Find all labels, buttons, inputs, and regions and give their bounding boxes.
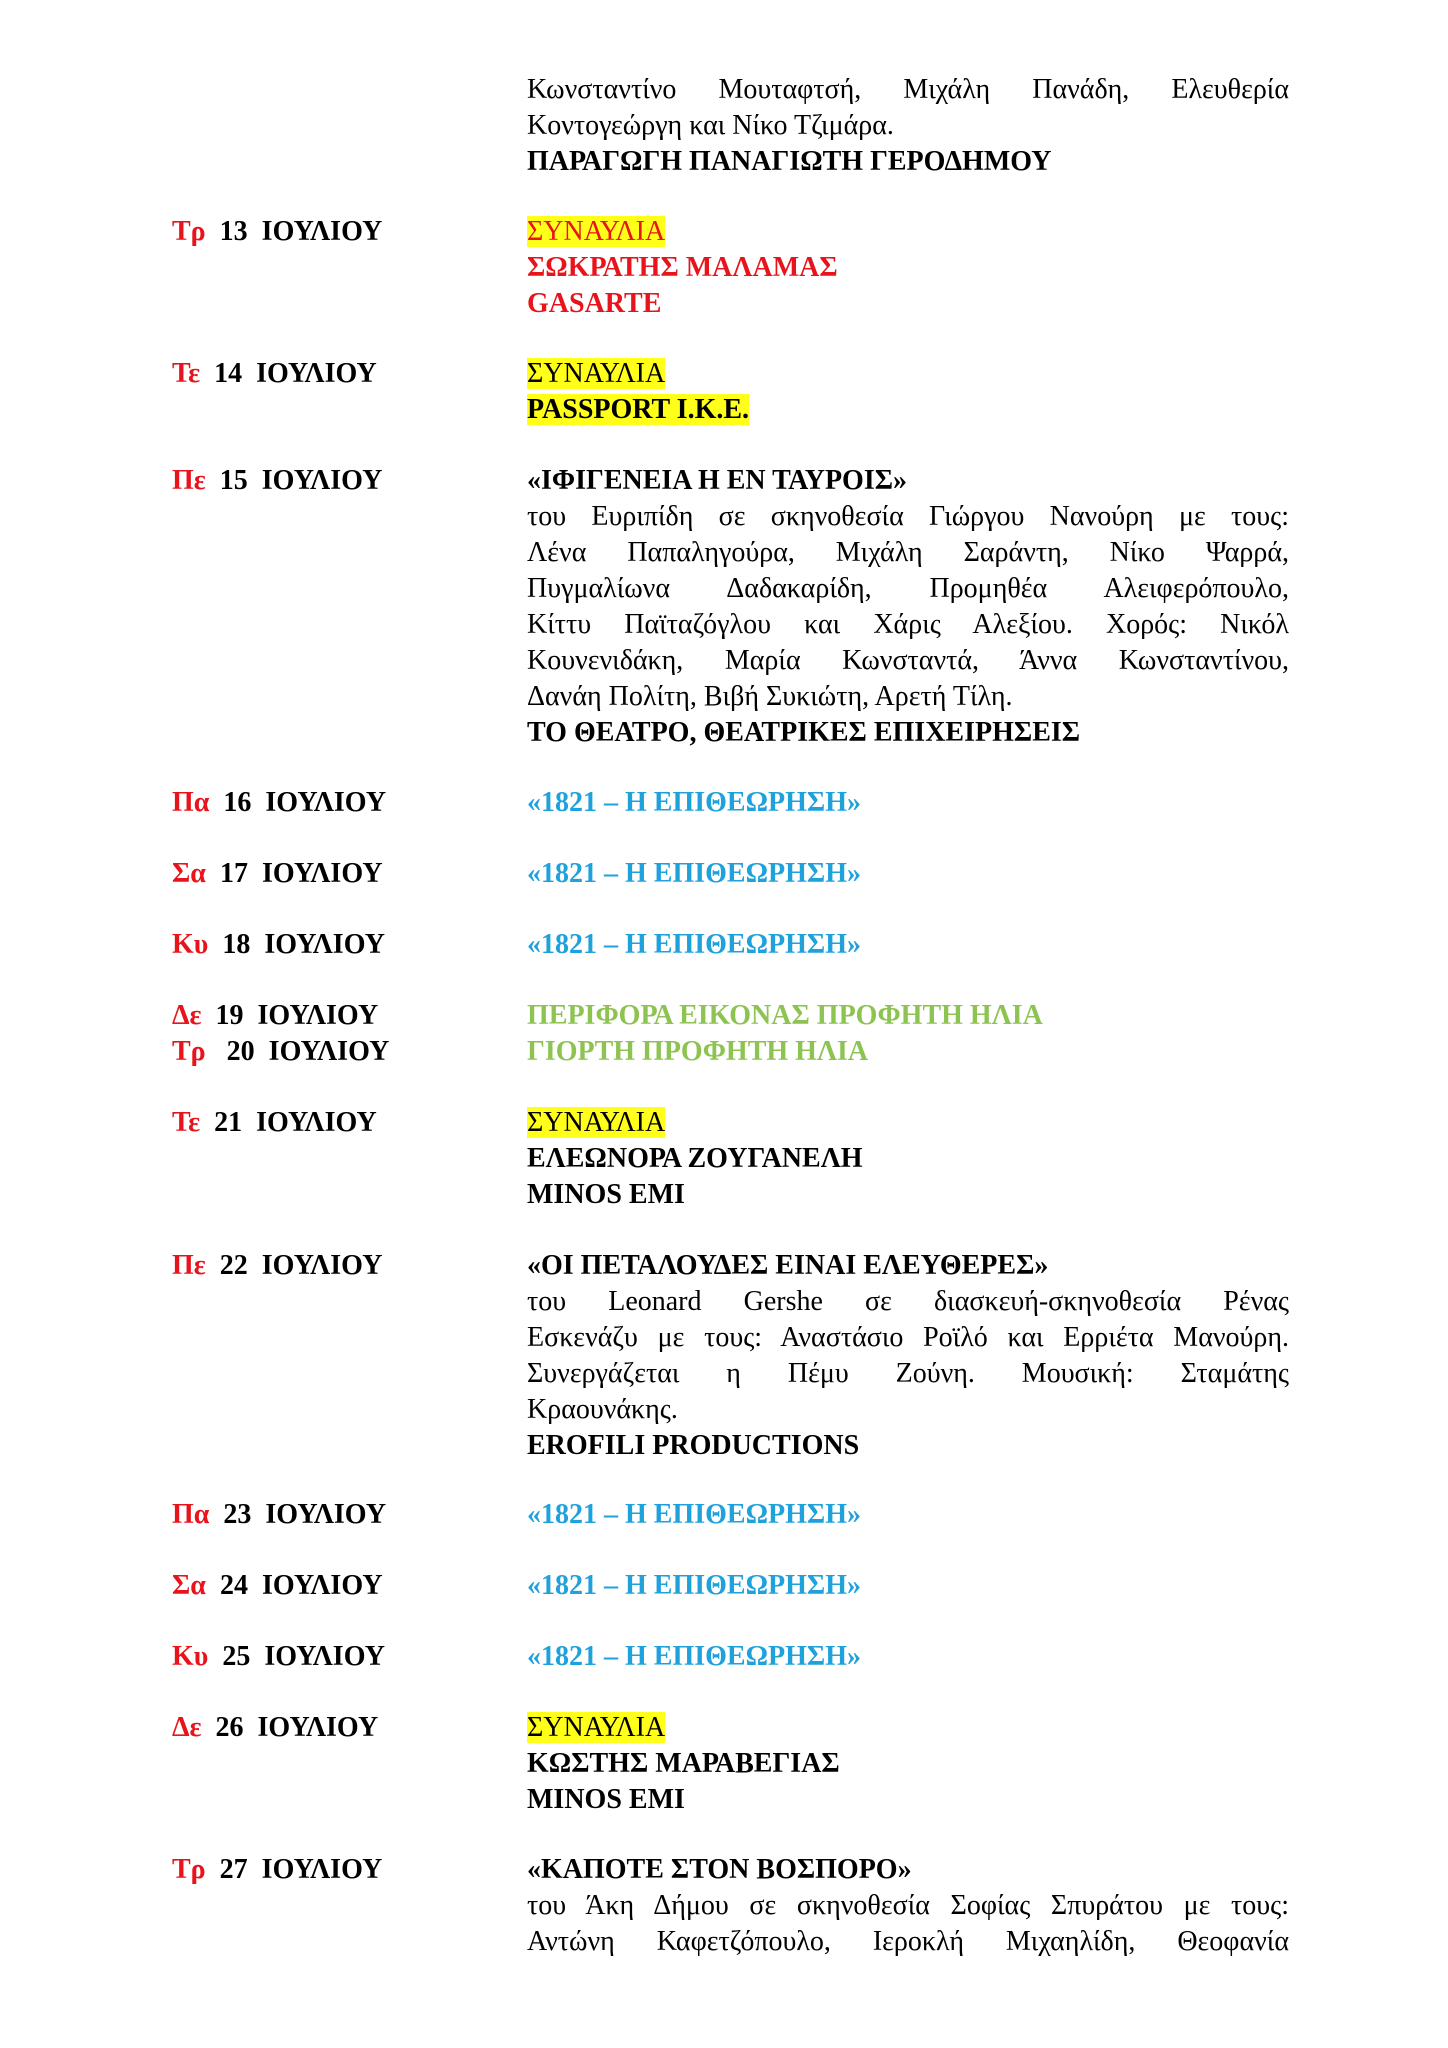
month-name: ΙΟΥΛΙΟΥ bbox=[256, 1107, 377, 1138]
cast-line: Συνεργάζεται η Πέμυ Ζούνη. Μουσική: Σταμάτης bbox=[527, 1358, 1289, 1389]
day-number: 16 bbox=[223, 787, 252, 818]
event-content bbox=[527, 856, 1289, 892]
event-date bbox=[172, 463, 382, 499]
concert-label: ΣΥΝΑΥΛΙΑ bbox=[527, 1107, 666, 1138]
event-content bbox=[527, 1639, 1289, 1675]
day-number: 22 bbox=[219, 1250, 248, 1281]
month-name: ΙΟΥΛΙΟΥ bbox=[261, 858, 383, 889]
performer-line: ΣΩΚΡΑΤΗΣ ΜΑΛΑΜΑΣ bbox=[527, 252, 838, 283]
month-name: ΙΟΥΛΙΟΥ bbox=[261, 465, 383, 496]
concert-label: ΣΥΝΑΥΛΙΑ bbox=[527, 216, 666, 247]
event-content bbox=[527, 1248, 1289, 1464]
event-content bbox=[527, 927, 1289, 963]
day-abbr: Τρ bbox=[172, 1854, 206, 1885]
play-title: «ΙΦΙΓΕΝΕΙΑ Η ΕΝ ΤΑΥΡΟΙΣ» bbox=[527, 465, 908, 496]
event-date bbox=[172, 1852, 382, 1888]
month-name: ΙΟΥΛΙΟΥ bbox=[256, 358, 377, 389]
day-abbr: Πε bbox=[172, 1250, 206, 1281]
day-abbr: Δε bbox=[172, 1712, 202, 1743]
feast-title: ΓΙΟΡΤΗ ΠΡΟΦΗΤΗ ΗΛΙΑ bbox=[527, 1036, 869, 1067]
cast-line: του Άκη Δήμου σε σκηνοθεσία Σοφίας Σπυράτου με τους: bbox=[527, 1890, 1289, 1921]
month-name: ΙΟΥΛΙΟΥ bbox=[257, 1000, 379, 1031]
event-content bbox=[527, 214, 1289, 322]
concert-label: ΣΥΝΑΥΛΙΑ bbox=[527, 358, 666, 389]
event-content bbox=[527, 1497, 1289, 1533]
day-number: 23 bbox=[223, 1499, 252, 1530]
month-name: ΙΟΥΛΙΟΥ bbox=[261, 1250, 383, 1281]
month-name: ΙΟΥΛΙΟΥ bbox=[264, 929, 385, 960]
event-content bbox=[527, 463, 1289, 751]
month-name: ΙΟΥΛΙΟΥ bbox=[257, 1712, 379, 1743]
play-title: «ΟΙ ΠΕΤΑΛΟΥΔΕΣ ΕΙΝΑΙ ΕΛΕΥΘΕΡΕΣ» bbox=[527, 1250, 1049, 1281]
show-title: «1821 – Η ΕΠΙΘΕΩΡΗΣΗ» bbox=[527, 858, 861, 889]
feast-title: ΠΕΡΙΦΟΡΑ ΕΙΚΟΝΑΣ ΠΡΟΦΗΤΗ ΗΛΙΑ bbox=[527, 1000, 1043, 1031]
day-number: 24 bbox=[219, 1570, 248, 1601]
cast-line: του Ευριπίδη σε σκηνοθεσία Γιώργου Νανούρη με τους: bbox=[527, 501, 1289, 532]
day-abbr: Τε bbox=[172, 358, 201, 389]
play-title: «ΚΑΠΟΤΕ ΣΤΟΝ ΒΟΣΠΟΡΟ» bbox=[527, 1854, 912, 1885]
producer-line: PASSPORT I.K.E. bbox=[527, 394, 750, 425]
day-number: 19 bbox=[215, 1000, 244, 1031]
day-abbr: Τρ bbox=[172, 1036, 206, 1067]
intro-line: Κοντογεώργη και Νίκο Τζιμάρα. bbox=[527, 110, 894, 141]
event-date bbox=[172, 1105, 377, 1141]
production-line: ΤΟ ΘΕΑΤΡΟ, ΘΕΑΤΡΙΚΕΣ ΕΠΙΧΕΙΡΗΣΕΙΣ bbox=[527, 717, 1081, 748]
show-title: «1821 – Η ΕΠΙΘΕΩΡΗΣΗ» bbox=[527, 1499, 861, 1530]
cast-line: Κουνενιδάκη, Μαρία Κωνσταντά, Άννα Κωνσταντίνου, bbox=[527, 645, 1289, 676]
cast-line: Εσκενάζυ με τους: Αναστάσιο Ροϊλό και Ερριέτα Μανούρη. bbox=[527, 1322, 1289, 1353]
day-abbr: Τρ bbox=[172, 216, 206, 247]
cast-line: Λένα Παπαληγούρα, Μιχάλη Σαράντη, Νίκο Ψαρρά, bbox=[527, 537, 1289, 568]
month-name: ΙΟΥΛΙΟΥ bbox=[265, 787, 387, 818]
event-date bbox=[172, 1568, 383, 1604]
event-content bbox=[527, 356, 1289, 428]
event-date bbox=[172, 927, 385, 963]
day-abbr: Κυ bbox=[172, 1641, 209, 1672]
event-content bbox=[527, 998, 1289, 1034]
day-number: 18 bbox=[222, 929, 251, 960]
event-date bbox=[172, 214, 382, 250]
day-number: 15 bbox=[219, 465, 248, 496]
event-date bbox=[172, 998, 378, 1034]
month-name: ΙΟΥΛΙΟΥ bbox=[261, 216, 383, 247]
event-date bbox=[172, 1497, 386, 1533]
month-name: ΙΟΥΛΙΟΥ bbox=[265, 1499, 387, 1530]
event-date bbox=[172, 785, 386, 821]
cast-line: Κίττυ Παϊταζόγλου και Χάρις Αλεξίου. Χορός: Νικόλ bbox=[527, 609, 1289, 640]
show-title: «1821 – Η ΕΠΙΘΕΩΡΗΣΗ» bbox=[527, 1570, 861, 1601]
intro-content bbox=[527, 72, 1289, 180]
show-title: «1821 – Η ΕΠΙΘΕΩΡΗΣΗ» bbox=[527, 1641, 861, 1672]
event-content bbox=[527, 1568, 1289, 1604]
producer-line: MINOS EMI bbox=[527, 1784, 685, 1815]
day-number: 17 bbox=[219, 858, 248, 889]
day-abbr: Κυ bbox=[172, 929, 209, 960]
month-name: ΙΟΥΛΙΟΥ bbox=[264, 1641, 385, 1672]
event-content bbox=[527, 1105, 1289, 1213]
day-abbr: Σα bbox=[172, 858, 206, 889]
event-date bbox=[172, 1034, 389, 1070]
month-name: ΙΟΥΛΙΟΥ bbox=[261, 1570, 383, 1601]
show-title: «1821 – Η ΕΠΙΘΕΩΡΗΣΗ» bbox=[527, 929, 861, 960]
day-abbr: Δε bbox=[172, 1000, 202, 1031]
production-line: EROFILI PRODUCTIONS bbox=[527, 1430, 860, 1461]
event-date bbox=[172, 356, 377, 392]
event-date bbox=[172, 1710, 378, 1746]
cast-line: Κραουνάκης. bbox=[527, 1394, 678, 1425]
day-number: 13 bbox=[219, 216, 248, 247]
cast-line: Δανάη Πολίτη, Βιβή Συκιώτη, Αρετή Τίλη. bbox=[527, 681, 1013, 712]
day-abbr: Πα bbox=[172, 1499, 210, 1530]
performer-line: ΕΛΕΩΝΟΡΑ ΖΟΥΓΑΝΕΛΗ bbox=[527, 1143, 863, 1174]
cast-line: Αντώνη Καφετζόπουλο, Ιεροκλή Μιχαηλίδη, Θεοφανία bbox=[527, 1926, 1289, 1957]
day-abbr: Τε bbox=[172, 1107, 201, 1138]
day-number: 25 bbox=[222, 1641, 251, 1672]
event-content bbox=[527, 1852, 1289, 1960]
event-date bbox=[172, 856, 383, 892]
production-line: ΠΑΡΑΓΩΓΗ ΠΑΝΑΓΙΩΤΗ ΓΕΡΟΔΗΜΟΥ bbox=[527, 146, 1052, 177]
event-content bbox=[527, 1710, 1289, 1818]
event-date bbox=[172, 1248, 382, 1284]
event-content bbox=[527, 785, 1289, 821]
day-abbr: Πε bbox=[172, 465, 206, 496]
day-number: 14 bbox=[214, 358, 243, 389]
producer-line: GASARTE bbox=[527, 288, 662, 319]
day-number: 20 bbox=[226, 1036, 255, 1067]
month-name: ΙΟΥΛΙΟΥ bbox=[261, 1854, 383, 1885]
performer-line: ΚΩΣΤΗΣ ΜΑΡΑΒΕΓΙΑΣ bbox=[527, 1748, 840, 1779]
day-number: 21 bbox=[214, 1107, 243, 1138]
intro-line: Κωνσταντίνο Μουταφτσή, Μιχάλη Πανάδη, Ελευθερία bbox=[527, 74, 1289, 105]
day-abbr: Σα bbox=[172, 1570, 206, 1601]
day-abbr: Πα bbox=[172, 787, 210, 818]
day-number: 26 bbox=[215, 1712, 244, 1743]
day-number: 27 bbox=[219, 1854, 248, 1885]
event-content bbox=[527, 1034, 1289, 1070]
show-title: «1821 – Η ΕΠΙΘΕΩΡΗΣΗ» bbox=[527, 787, 861, 818]
month-name: ΙΟΥΛΙΟΥ bbox=[268, 1036, 390, 1067]
cast-line: Πυγμαλίωνα Δαδακαρίδη, Προμηθέα Αλειφερόπουλο, bbox=[527, 573, 1289, 604]
event-date bbox=[172, 1639, 385, 1675]
producer-line: MINOS EMI bbox=[527, 1179, 685, 1210]
cast-line: του Leonard Gershe σε διασκευή-σκηνοθεσία Ρένας bbox=[527, 1286, 1289, 1317]
concert-label: ΣΥΝΑΥΛΙΑ bbox=[527, 1712, 666, 1743]
